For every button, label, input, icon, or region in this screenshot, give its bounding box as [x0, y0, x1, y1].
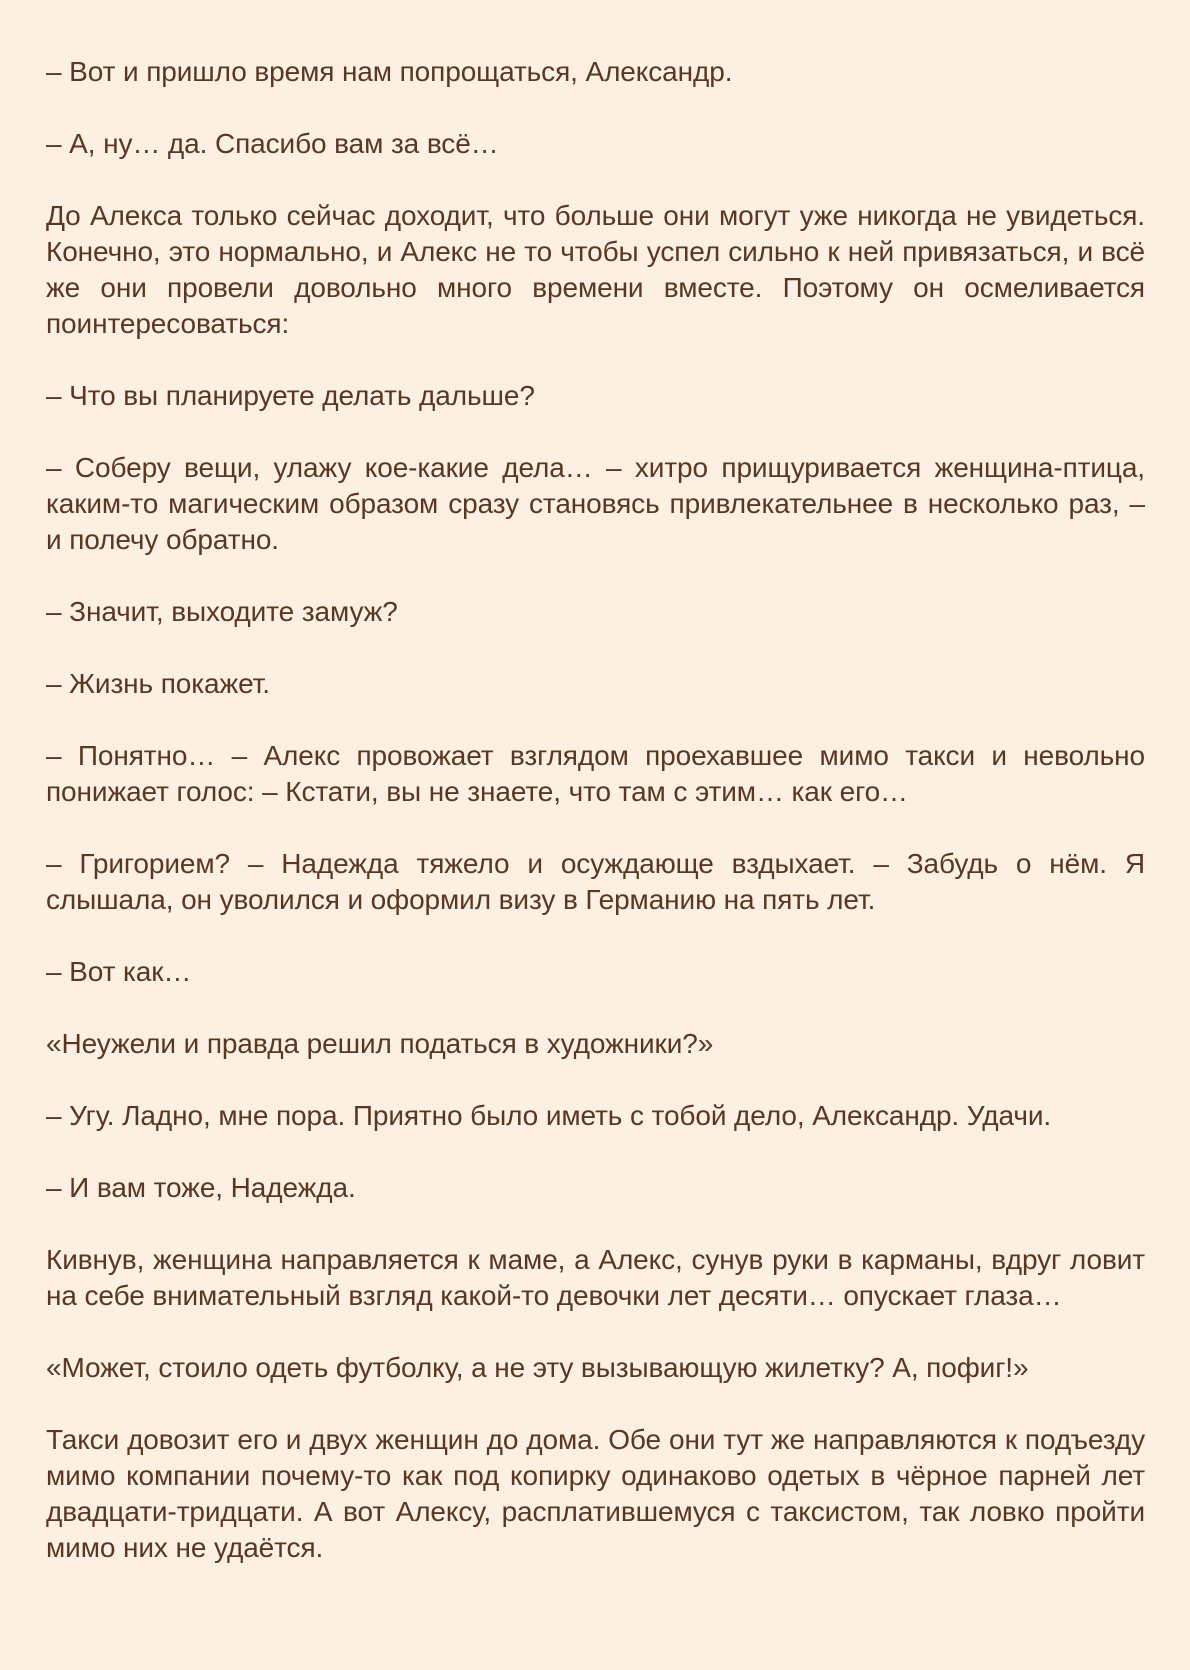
paragraph-farewell: – Вот и пришло время нам попрощаться, Александр.	[46, 56, 733, 87]
paragraph-answer-grigory: – Григорием? – Надежда тяжело и осуждающе вздыхает. – Забудь о нём. Я слышала, он уволился и оформил визу в Германию на пять лет.	[46, 848, 1145, 915]
paragraph-i-see: – Вот как…	[46, 956, 192, 987]
paragraph-thought-vest: «Может, стоило одеть футболку, а не эту вызывающую жилетку? А, пофиг!»	[46, 1352, 1029, 1383]
paragraph-question-plans: – Что вы планируете делать дальше?	[46, 380, 535, 411]
paragraph-narration-realization: До Алекса только сейчас доходит, что больше они могут уже никогда не увидеться. Конечно, это нормально, и Алекс не то чтобы успел сильно к ней привязаться, и всё же они провели довольно много времени вместе. Поэтому он осмеливается поинтересоваться:	[46, 200, 1145, 339]
paragraph-thought-artist: «Неужели и правда решил податься в художники?»	[46, 1028, 714, 1059]
paragraph-question-grigory: – Понятно… – Алекс провожает взглядом проехавшее мимо такси и невольно понижает голос: – Кстати, вы не знаете, что там с этим… как его…	[46, 740, 1145, 807]
paragraph-narration-girl: Кивнув, женщина направляется к маме, а Алекс, сунув руки в карманы, вдруг ловит на себе внимательный взгляд какой-то девочки лет десяти… опускает глаза…	[46, 1244, 1145, 1311]
paragraph-goodbye: – Угу. Ладно, мне пора. Приятно было иметь с тобой дело, Александр. Удачи.	[46, 1100, 1052, 1131]
paragraph-reply-goodbye: – И вам тоже, Надежда.	[46, 1172, 356, 1203]
paragraph-narration-taxi: Такси довозит его и двух женщин до дома. Обе они тут же направляются к подъезду мимо компании почему-то как под копирку одинаково одетых в чёрное парней лет двадцати-тридцати. А вот Алексу, расплатившемуся с таксистом, так ловко пройти мимо них не удаётся.	[46, 1424, 1145, 1563]
paragraph-thanks: – А, ну… да. Спасибо вам за всё…	[46, 128, 499, 159]
paragraph-answer-plans: – Соберу вещи, улажу кое-какие дела… – хитро прищуривается женщина-птица, каким-то магическим образом сразу становясь привлекательнее в несколько раз, – и полечу обратно.	[46, 452, 1145, 555]
paragraph-question-marriage: – Значит, выходите замуж?	[46, 596, 398, 627]
paragraph-life-will-show: – Жизнь покажет.	[46, 668, 270, 699]
